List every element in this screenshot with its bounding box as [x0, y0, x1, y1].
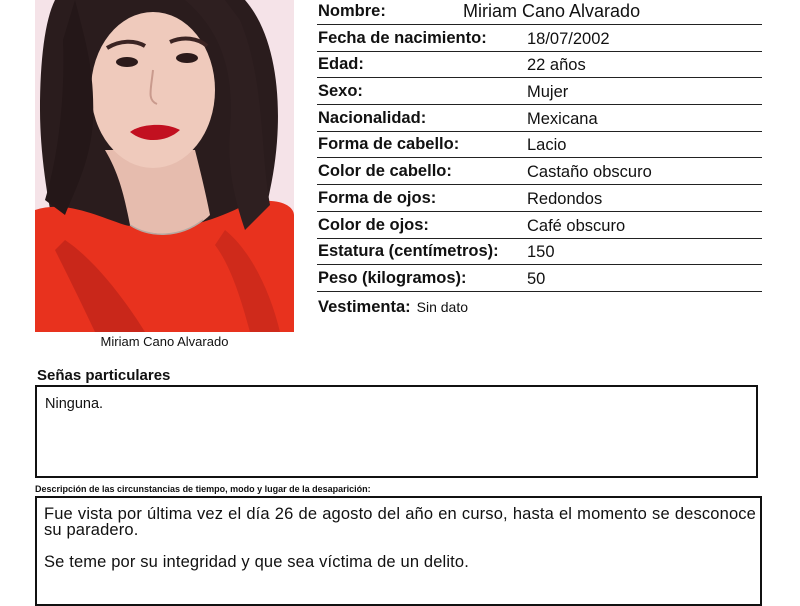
info-value: Mujer — [527, 83, 569, 102]
info-value: Castaño obscuro — [527, 163, 652, 182]
info-row-eye-shape — [317, 185, 762, 212]
photo-caption: Miriam Cano Alvarado — [100, 334, 229, 349]
particular-marks-box — [35, 385, 758, 478]
info-row-name — [317, 0, 762, 25]
particular-marks-text: Ninguna. — [45, 396, 104, 412]
info-row-eye-color — [317, 212, 762, 239]
person-photo — [35, 0, 294, 332]
info-label: Vestimenta: — [318, 297, 411, 316]
info-label: Color de cabello: — [318, 162, 452, 181]
description-title: Descripción de las circunstancias de tiempo, modo y lugar de la desaparición: — [35, 484, 371, 494]
personal-info-table — [317, 0, 762, 319]
info-label: Forma de ojos: — [318, 188, 437, 207]
info-row-age — [317, 52, 762, 79]
info-inline — [318, 298, 468, 317]
info-label: Nombre: — [318, 2, 386, 20]
info-value: 50 — [527, 269, 546, 288]
info-row-weight — [317, 265, 762, 292]
info-label: Sexo: — [318, 82, 363, 101]
info-value: 18/07/2002 — [527, 29, 610, 48]
info-row-nationality — [317, 105, 762, 132]
description-paragraph-2: Se teme por su integridad y que sea víctima de un delito. — [44, 553, 469, 571]
info-label: Peso (kilogramos): — [318, 268, 467, 287]
info-label: Color de ojos: — [318, 215, 429, 234]
info-value: Mexicana — [527, 109, 598, 128]
info-row-clothing — [317, 292, 762, 319]
info-label: Forma de cabello: — [318, 135, 460, 154]
info-row-birthdate — [317, 25, 762, 52]
description-box — [35, 496, 762, 606]
info-row-hair-shape — [317, 132, 762, 159]
description-paragraph-1: Fue vista por última vez el día 26 de agosto del año en curso, hasta el momento se desconoce su paradero. — [44, 505, 756, 539]
info-value: Café obscuro — [527, 216, 626, 235]
info-value: Lacio — [527, 136, 567, 155]
info-value: Redondos — [527, 189, 603, 208]
info-row-hair-color — [317, 158, 762, 185]
info-label: Edad: — [318, 55, 364, 74]
info-value: 22 años — [527, 56, 586, 75]
info-value: 150 — [527, 243, 555, 262]
particular-marks-title: Señas particulares — [37, 367, 171, 384]
info-row-height — [317, 239, 762, 266]
info-label: Nacionalidad: — [318, 108, 427, 127]
info-row-sex — [317, 78, 762, 105]
person-portrait-image — [35, 0, 294, 332]
info-label: Fecha de nacimiento: — [318, 28, 487, 47]
info-value: Sin dato — [416, 298, 468, 315]
info-label: Estatura (centímetros): — [318, 242, 499, 261]
info-value: Miriam Cano Alvarado — [463, 1, 641, 21]
